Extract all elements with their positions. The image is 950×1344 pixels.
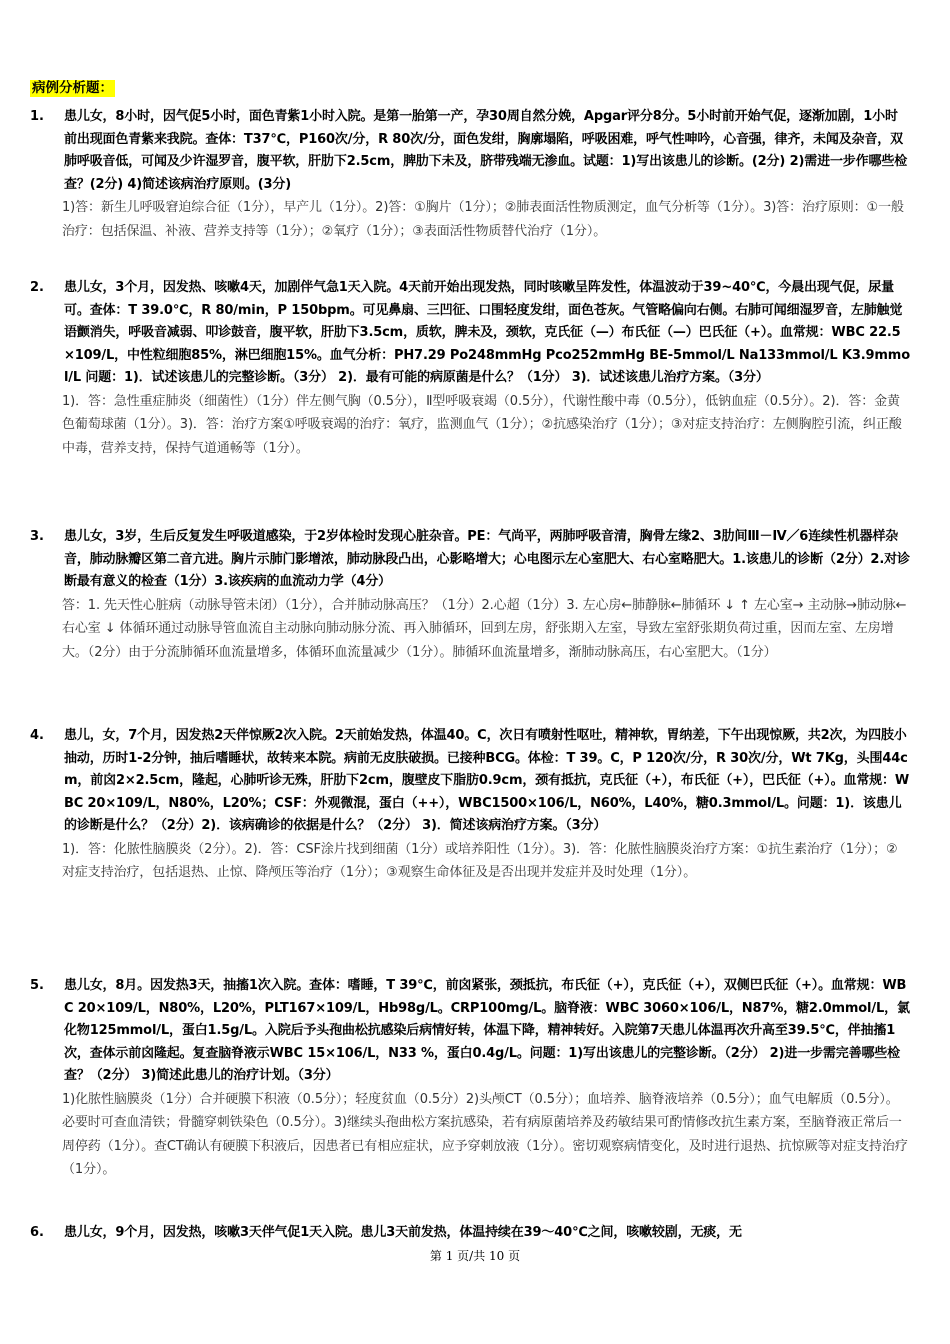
case-item: [30, 975, 910, 1182]
case-answer: 1)答：新生儿呼吸窘迫综合征（1分），早产儿（1分）。2)答：①胸片（1分）；②肺表面活性物质测定，血气分析等（1分）。3)答：治疗原则：①一般治疗：包括保温、补液、营养支持等（1分）；②氧疗（1分）；③表面活性物质替代治疗（1分）。: [62, 200, 904, 239]
case-number: 4.: [30, 728, 44, 743]
case-question: 患儿女，9个月，因发热，咳嗽3天伴气促1天入院。患儿3天前发热，体温持续在39～40℃之间，咳嗽较剧，无痰，无: [64, 1225, 742, 1240]
page-footer: 第 1 页/共 10 页: [429, 1249, 521, 1263]
case-question: 患儿女，8月。因发热3天，抽搐1次入院。查体：嗜睡，T 39℃，前囟紧张，颈抵抗，布氏征（+），克氏征（+），双侧巴氏征（+）。血常规：WBC 20×109/L，N80%，L20%，PLT167×109/L，Hb98g/L。CRP100mg/L。脑脊液：WBC 3060×106/L，N87%，糖2.0mmol/L，氯化物125mmol/L，蛋白1.5g/L。入院后予头孢曲松抗感染后病情好转，体温下降，精神转好。入院第7天患儿体温再次升高至39.5℃，伴抽搐1次，查体示前囟隆起。复查脑脊液示WBC 15×106/L，N33 %，蛋白0.4g/L。问题：1)写出该患儿的完整诊断。（2分） 2)进一步需完善哪些检查？（2分） 3)简述此患儿的治疗计划。（3分）: [64, 978, 910, 1084]
section-heading: 病例分析题：: [32, 80, 113, 96]
case-answer: 1)．答：化脓性脑膜炎（2分）。2)．答：CSF涂片找到细菌（1分）或培养阳性（1分）。3)．答：化脓性脑膜炎治疗方案：①抗生素治疗（1分）；②对症支持治疗，包括退热、止惊、降颅压等治疗（1分）；③观察生命体征及是否出现并发症并及时处理（1分）。: [62, 841, 898, 881]
case-number: 6.: [30, 1225, 44, 1240]
case-number: 2.: [30, 280, 44, 295]
case-number: 1.: [30, 109, 44, 124]
case-answer: 1)．答：急性重症肺炎（细菌性）（1分）伴左侧气胸（0.5分），Ⅱ型呼吸衰竭（0.5分），代谢性酸中毒（0.5分），低钠血症（0.5分）。2)．答：金黄色葡萄球菌（1分）。3)．答：治疗方案①呼吸衰竭的治疗：氧疗，监测血气（1分）；②抗感染治疗（1分）；③对症支持治疗：左侧胸腔引流，纠正酸中毒，营养支持，保持气道通畅等（1分）。: [62, 393, 902, 456]
case-question: 患儿女，3岁，生后反复发生呼吸道感染，于2岁体检时发现心脏杂音。PE：气尚平，两肺呼吸音清，胸骨左缘2、3肋间Ⅲ－Ⅳ／6连续性机器样杂音，肺动脉瓣区第二音亢进。胸片示肺门影增浓，肺动脉段凸出，心影略增大；心电图示左心室肥大、右心室略肥大。1.该患儿的诊断（2分）2.对诊断最有意义的检查（1分）3.该疾病的血流动力学（4分）: [64, 529, 910, 590]
case-answer: 答：1. 先天性心脏病（动脉导管未闭）（1分），合并肺动脉高压？（1分）2.心超（1分）3. 左心房←肺静脉←肺循环 ↓ ↑ 左心室→ 主动脉→肺动脉←右心室 ↓ 体循环通过动脉导管血流自主动脉向肺动脉分流、再入肺循环，回到左房，舒张期入左室，导致左室舒张期负荷过重，因而左室、左房增大。（2分）由于分流肺循环血流量增多，体循环血流量减少（1分）。肺循环血流量增多，渐肺动脉高压，右心室肥大。（1分）: [62, 597, 907, 660]
case-question: 患儿女，3个月，因发热、咳嗽4天，加剧伴气急1天入院。4天前开始出现发热，同时咳嗽呈阵发性，体温波动于39~40℃，今晨出现气促，尿量可。查体：T 39.0℃，R 80/min，P 150bpm。可见鼻扇、三凹征、口围轻度发绀，面色苍灰。气管略偏向右侧。右肺可闻细湿罗音，左肺触觉语颤消失，呼吸音减弱、叩诊鼓音，腹平软，肝肋下3.5cm，质软，脾未及，颈软，克氏征（—）布氏征（—）巴氏征（+）。血常规：WBC 22.5×109/L，中性粒细胞85%，淋巴细胞15%。血气分析：PH7.29 Po248mmHg Pco252mmHg BE-5mmol/L Na133mmol/L K3.9mmol/L 问题：1)．试述该患儿的完整诊断。（3分） 2)．最有可能的病原菌是什么？（1分） 3)．试述该患儿治疗方案。（3分）: [64, 280, 910, 386]
case-item: [30, 277, 910, 460]
case-question: 患儿女，8小时，因气促5小时，面色青紫1小时入院。是第一胎第一产，孕30周自然分娩，Apgar评分8分。5小时前开始气促，逐渐加剧，1小时前出现面色青紫来我院。查体：T37℃，P160次/分，R 80次/分，面色发绀，胸廓塌陷，呼吸困难，呼气性呻吟，心音强，律齐，未闻及杂音，双肺呼吸音低，可闻及少许湿罗音，腹平软，肝肋下2.5cm，脾肋下未及，脐带残端无渗血。试题：1)写出该患儿的诊断。(2分) 2)需进一步作哪些检查？(2分) 4)简述该病治疗原则。(3分): [64, 109, 908, 192]
case-number: 3.: [30, 529, 44, 544]
case-number: 5.: [30, 978, 44, 993]
case-item: [30, 725, 910, 885]
case-item: [30, 1222, 910, 1245]
case-answer: 1)化脓性脑膜炎（1分）合并硬膜下积液（0.5分）；轻度贫血（0.5分）2)头颅CT（0.5分）；血培养、脑脊液培养（0.5分）；血气电解质（0.5分）。必要时可查血清铁；骨髓穿刺铁染色（0.5分）。3)继续头孢曲松方案抗感染，若有病原菌培养及药敏结果可酌情修改抗生素方案，至脑脊液正常后一周停药（1分）。查CT确认有硬膜下积液后，因患者已有相应症状，应予穿刺放液（1分）。密切观察病情变化，及时进行退热、抗惊厥等对症支持治疗（1分）。: [62, 1091, 908, 1178]
case-question: 患儿，女，7个月，因发热2天伴惊厥2次入院。2天前始发热，体温40。C，次日有喷射性呕吐，精神软，胃纳差，下午出现惊厥，共2次，为四肢小抽动，历时1-2分钟，抽后嗜睡状，故转来本院。病前无皮肤破损。已接种BCG。体检：T 39。C，P 120次/分，R 30次/分，Wt 7Kg，头围44cm，前囟2×2.5cm，隆起，心肺听诊无殊，肝肋下2cm，腹壁皮下脂肪0.9cm，颈有抵抗，克氏征（+），布氏征（+），巴氏征（+）。血常规：WBC 20×109/L，N80%，L20%；CSF：外观微混，蛋白（++），WBC1500×106/L，N60%，L40%，糖0.3mmol/L。问题：1)．该患儿的诊断是什么？（2分）2)．该病确诊的依据是什么？（2分） 3)．简述该病治疗方案。（3分）: [64, 728, 910, 834]
case-item: [30, 526, 910, 664]
case-item: [30, 106, 910, 243]
